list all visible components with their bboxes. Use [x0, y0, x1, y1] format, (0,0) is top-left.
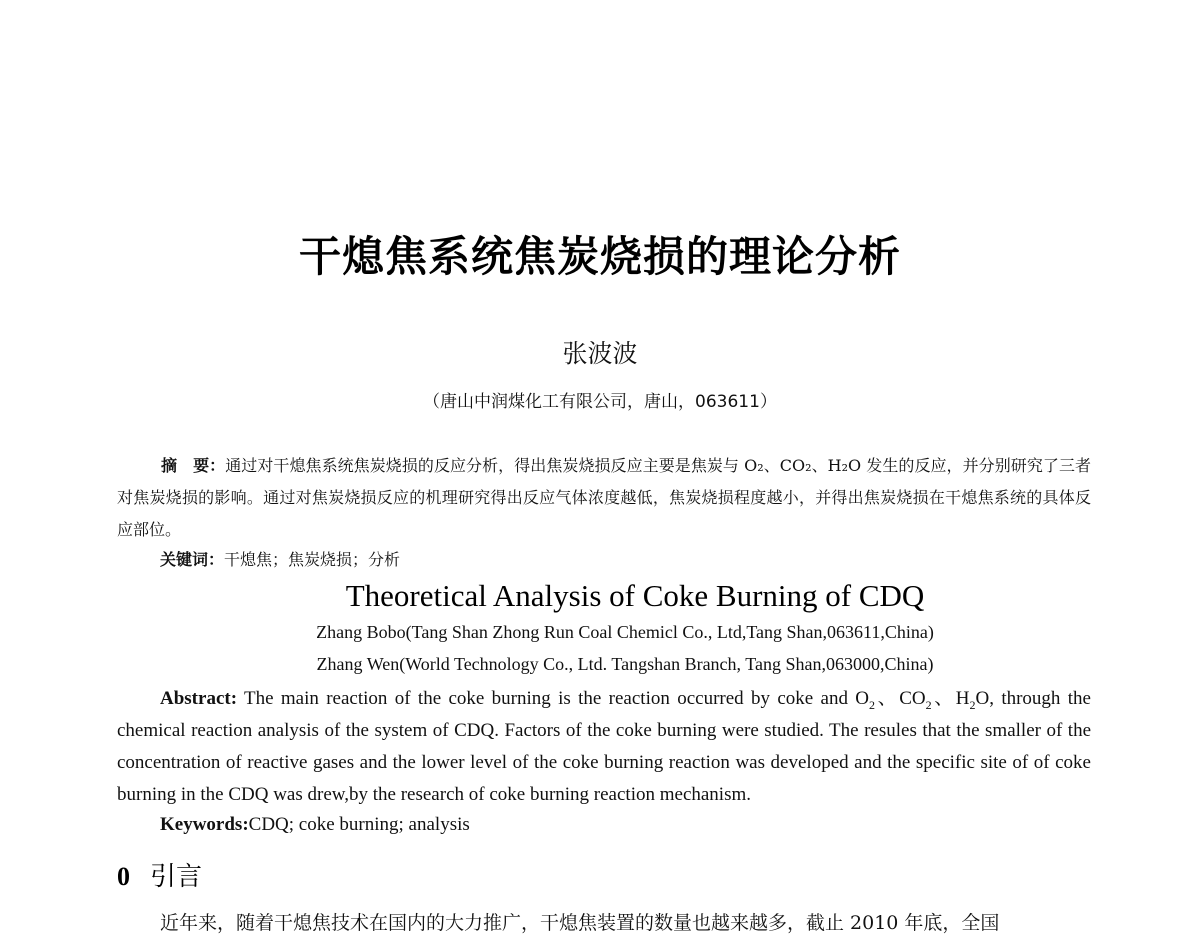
paper-title-cn: 干熄焦系统焦炭烧损的理论分析 [298, 232, 901, 281]
subscript-co2: 2 [925, 697, 932, 712]
paper-title-en: Theoretical Analysis of Coke Burning of CDQ [345, 578, 925, 613]
abstract-en-text-1: The main reaction of the coke burning is the reaction occurred by coke and O [237, 688, 870, 709]
section-heading-introduction [117, 856, 202, 893]
affiliation-cn: （唐山中润煤化工有限公司，唐山，063611） [423, 392, 777, 412]
keywords-en-label: Keywords: [160, 814, 249, 835]
intro-paragraph: 近年来，随着干熄焦技术在国内的大力推广，干熄焦装置的数量也越来越多，截止 2010 年底，全国 [160, 912, 1000, 934]
keywords-en-text: CDQ; coke burning; analysis [248, 814, 470, 835]
keywords-cn-text: 干熄焦；焦炭烧损；分析 [224, 550, 401, 569]
keywords-en [160, 814, 470, 836]
section-title: 引言 [150, 862, 203, 892]
abstract-en [117, 683, 1091, 811]
abstract-en-label: Abstract: [160, 688, 238, 709]
subscript-o2: 2 [869, 697, 876, 712]
abstract-cn-text: 通过对干熄焦系统焦炭烧损的反应分析，得出焦炭烧损反应主要是焦炭与 O₂、CO₂、H₂O 发生的反应，并分别研究了三者对焦炭烧损的影响。通过对焦炭烧损反应的机理研究得出反应气体浓度越低，焦炭烧损程度越小，并得出焦炭烧损在干熄焦系统的具体反应部位。 [117, 456, 1091, 539]
subscript-h2o: 2 [969, 697, 976, 712]
abstract-cn [117, 450, 1091, 546]
affiliation-en-1: Zhang Bobo(Tang Shan Zhong Run Coal Chemicl Co., Ltd,Tang Shan,063611,China) [316, 622, 934, 642]
abstract-en-text-2: O, through the chemical reaction analysis of the system of CDQ. Factors of the coke burning were studied. The resules that the smaller of the concentration of reactive gases and the lower level of the coke burning reaction was developed and the specific site of of coke burning in the CDQ was drew,by the research of coke burning reaction mechanism. [117, 688, 1091, 805]
keywords-cn-label: 关键词： [160, 550, 225, 569]
author-name-cn: 张波波 [562, 339, 638, 368]
abstract-en-sep-2: 、H [931, 688, 970, 709]
abstract-cn-label: 摘 要： [161, 456, 226, 475]
keywords-cn [160, 547, 400, 570]
section-number: 0 [117, 862, 130, 891]
abstract-en-sep-1: 、CO [875, 688, 926, 709]
affiliation-en-2: Zhang Wen(World Technology Co., Ltd. Tangshan Branch, Tang Shan,063000,China) [316, 654, 934, 674]
